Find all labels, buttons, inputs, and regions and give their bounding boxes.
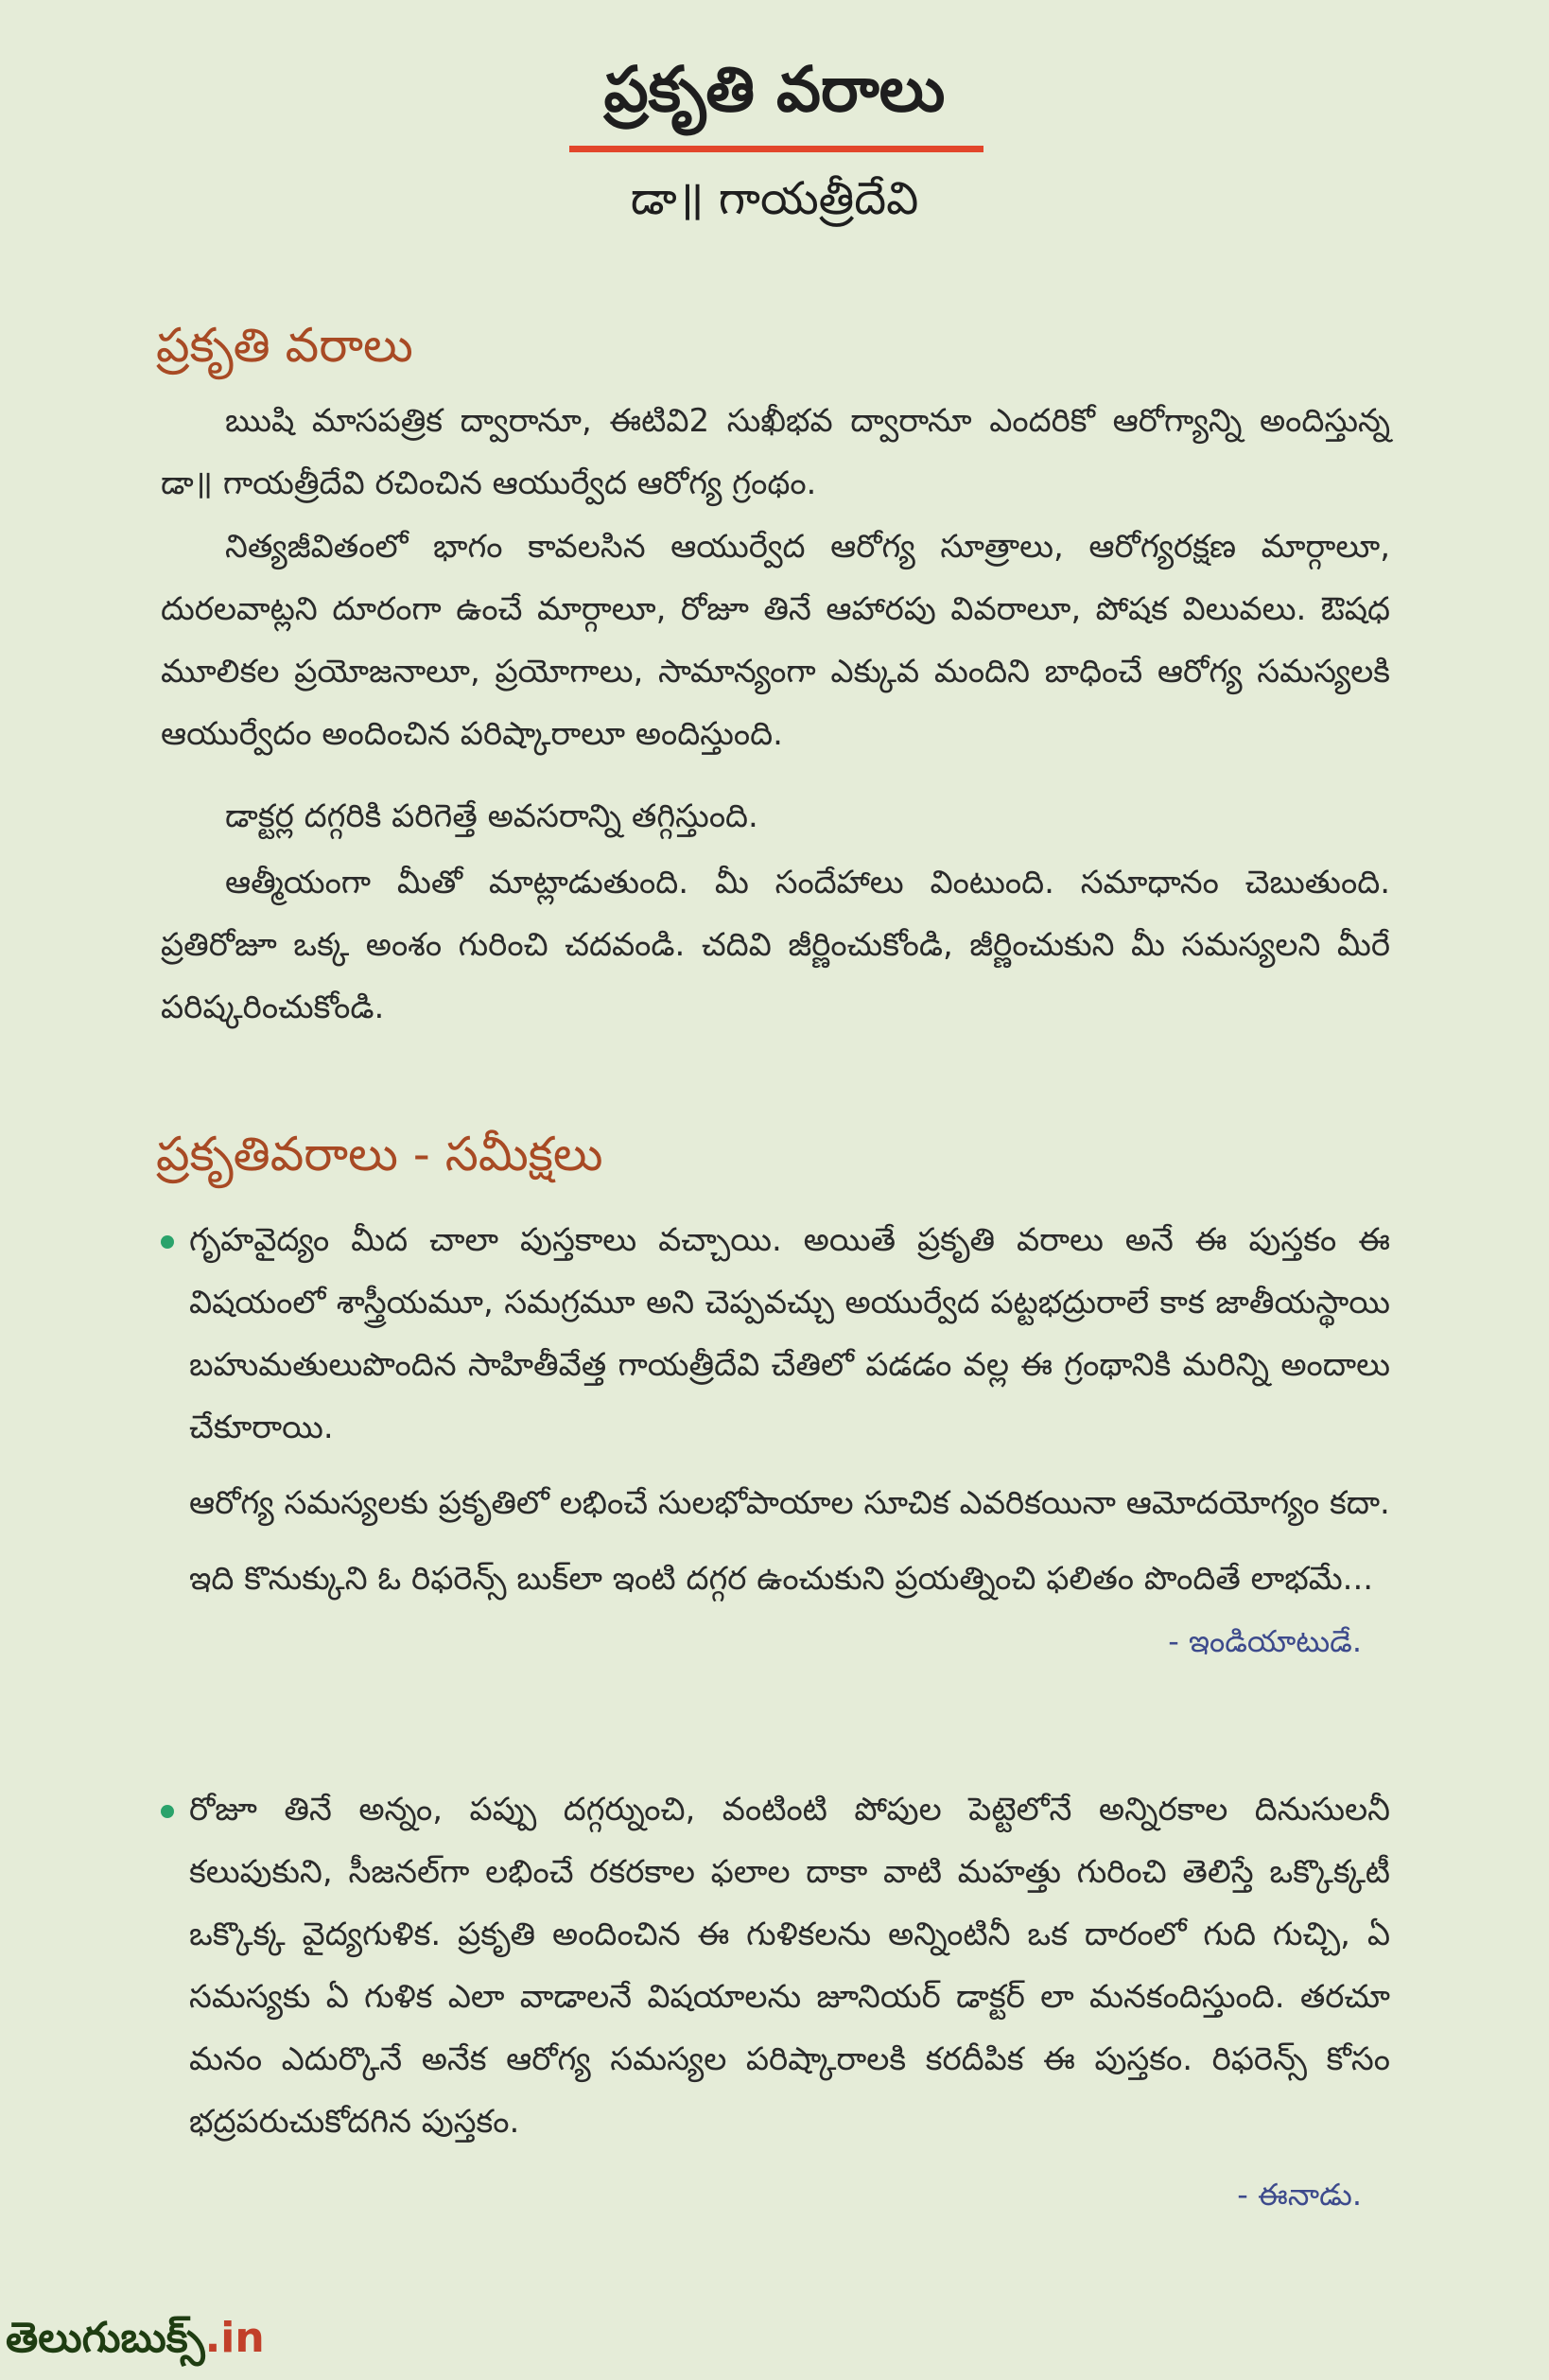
review-paragraph: ఆరోగ్య సమస్యలకు ప్రకృతిలో లభించే సులభోపాయాల సూచిక ఎవరికయినా ఆమోదయోగ్యం కదా. — [189, 1484, 1390, 1522]
book-author: డా॥ గాయత్రీదేవి — [630, 172, 919, 225]
title-underline — [569, 146, 983, 152]
book-title: ప్రకృతి వరాలు — [603, 53, 946, 126]
review-item — [161, 1209, 1390, 1672]
about-paragraph-4: ఆత్మీయంగా మీతో మాట్లాడుతుంది. మీ సందేహాలు వింటుంది. సమాధానం చెబుతుంది. ప్రతిరోజూ ఒక్క అంశం గురించి చదవండి. చదివి జీర్ణించుకోండి, జీర్ణించుకుని మీ సమస్యలని మీరే పరిష్కరించుకోండి. — [161, 864, 1390, 1026]
watermark-suffix: .in — [204, 2314, 265, 2362]
review-paragraph: గృహవైద్యం మీద చాలా పుస్తకాలు వచ్చాయి. అయితే ప్రకృతి వరాలు అనే ఈ పుస్తకం ఈ విషయంలో శాస్త్రీయమూ, సమగ్రమూ అని చెప్పవచ్చు అయుర్వేద పట్టభద్రురాలే కాక జాతీయస్థాయి బహుమతులుపొందిన సాహితీవేత్త గాయత్రీదేవి చేతిలో పడడం వల్ల ఈ గ్రంథానికి మరిన్ని అందాలు చేకూరాయి. — [189, 1221, 1390, 1446]
review-paragraph-text: ఇది కొనుక్కుని ఓ రిఫరెన్స్ బుక్‌లా ఇంటి దగ్గర ఉంచుకుని ప్రయత్నించి ఫలితం పొందితే లాభమే... — [189, 1560, 1374, 1598]
review-source: - ఈనాడు. — [1237, 2177, 1362, 2213]
site-watermark — [6, 2310, 265, 2367]
about-paragraph-2: నిత్యజీవితంలో భాగం కావలసిన ఆయుర్వేద ఆరోగ్య సూత్రాలు, ఆరోగ్యరక్షణ మార్గాలూ, దురలవాట్లని దూరంగా ఉంచే మార్గాలూ, రోజూ తినే ఆహారపు వివరాలూ, పోషక విలువలు. ఔషధ మూలికల ప్రయోజనాలూ, ప్రయోగాలు, సామాన్యంగా ఎక్కువ మందిని బాధించే ఆరోగ్య సమస్యలకి ఆయుర్వేదం అందించిన పరిష్కారాలూ అందిస్తుంది. — [161, 528, 1390, 753]
about-paragraph-3: డాక్టర్ల దగ్గరికి పరిగెత్తే అవసరాన్ని తగ్గిస్తుంది. — [225, 797, 758, 835]
watermark-text: తెలుగుబుక్స్ — [6, 2314, 205, 2362]
reviews-heading: ప్రకృతివరాలు - సమీక్షలు — [156, 1127, 603, 1181]
review-paragraph — [189, 1548, 1390, 1659]
review-source: - ఇండియాటుడే. — [1168, 1623, 1362, 1659]
about-heading: ప్రకృతి వరాలు — [156, 318, 413, 373]
review-item — [161, 1778, 1390, 2223]
review-paragraph: రోజూ తినే అన్నం, పప్పు దగ్గర్నుంచి, వంటింటి పోపుల పెట్టెలోనే అన్నిరకాల దినుసులనీ కలుపుకుని, సీజనల్‌గా లభించే రకరకాల ఫలాల దాకా వాటి మహత్తు గురించి తెలిస్తే ఒక్కొక్కటీ ఒక్కొక్క వైద్యగుళిక. ప్రకృతి అందించిన ఈ గుళికలను అన్నింటినీ ఒక దారంలో గుది గుచ్చి, ఏ సమస్యకు ఏ గుళిక ఎలా వాడాలనే విషయాలను జూనియర్ డాక్టర్ లా మనకందిస్తుంది. తరచూ మనం ఎదుర్కొనే అనేక ఆరోగ్య సమస్యల పరిష్కారాలకి కరదీపిక ఈ పుస్తకం. రిఫరెన్స్ కోసం భద్రపరుచుకోదగిన పుస్తకం. — [189, 1791, 1390, 2141]
bullet-icon — [161, 1805, 174, 1818]
bullet-icon — [161, 1235, 174, 1249]
about-paragraph-1: ఋషి మాసపత్రిక ద్వారానూ, ఈటివి2 సుఖీభవ ద్వారానూ ఎందరికో ఆరోగ్యాన్ని అందిస్తున్న డా॥ గాయత్రీదేవి రచించిన ఆయుర్వేద ఆరోగ్య గ్రంథం. — [161, 402, 1390, 502]
